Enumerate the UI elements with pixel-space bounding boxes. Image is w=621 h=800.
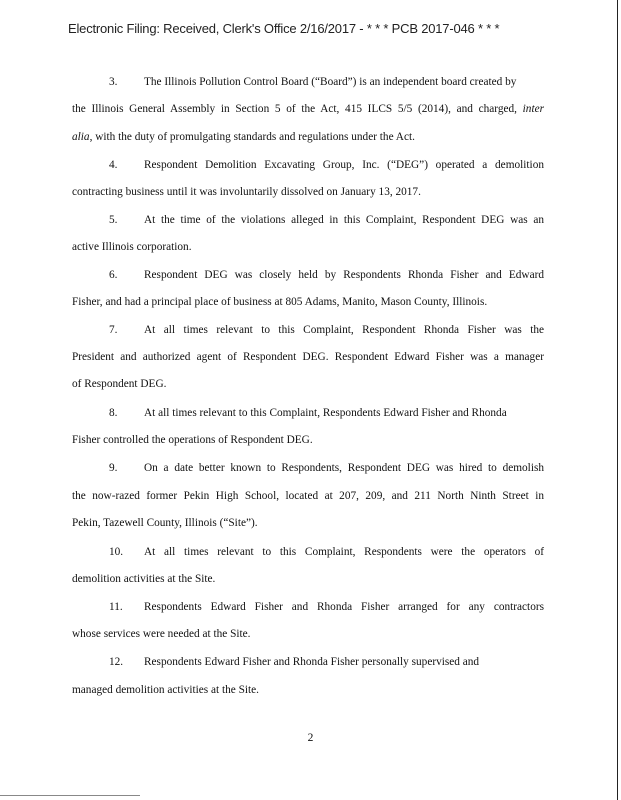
italic-term: inter — [522, 103, 544, 115]
paragraph-line: 11. Respondents Edward Fisher and Rhonda Fisher arranged for any contractors — [109, 601, 544, 613]
page-number: 2 — [307, 732, 314, 744]
paragraph-line: President and authorized agent of Respondent DEG. Respondent Edward Fisher was a manager — [72, 351, 544, 363]
paragraph-line: 9. On a date better known to Respondents, Respondent DEG was hired to demolish — [109, 462, 544, 474]
paragraph-line: 6. Respondent DEG was closely held by Respondents Rhonda Fisher and Edward — [109, 269, 544, 281]
paragraph-line: of Respondent DEG. — [72, 378, 167, 390]
page-edge — [617, 0, 618, 800]
paragraph-line: active Illinois corporation. — [72, 241, 192, 253]
paragraph-line: 4. Respondent Demolition Excavating Group, Inc. (“DEG”) operated a demolition — [109, 159, 544, 171]
paragraph-line: alia, with the duty of promulgating standards and regulations under the Act. — [72, 131, 415, 143]
paragraph-line: contracting business until it was involuntarily dissolved on January 13, 2017. — [72, 186, 421, 198]
paragraph-line: 8. At all times relevant to this Complaint, Respondents Edward Fisher and Rhonda — [109, 407, 507, 419]
paragraph-line: managed demolition activities at the Site. — [72, 684, 259, 696]
paragraph-line: the now-razed former Pekin High School, located at 207, 209, and 211 North Ninth Street in — [72, 490, 544, 502]
paragraph-line: Pekin, Tazewell County, Illinois (“Site”). — [72, 517, 258, 529]
paragraph-line: 10. At all times relevant to this Complaint, Respondents were the operators of — [109, 546, 544, 558]
italic-term: alia — [72, 131, 90, 143]
paragraph-line: 12. Respondents Edward Fisher and Rhonda Fisher personally supervised and — [109, 656, 480, 668]
paragraph-line: the Illinois General Assembly in Section 5 of the Act, 415 ILCS 5/5 (2014), and charged, inter — [72, 103, 544, 115]
paragraph-line: Fisher, and had a principal place of business at 805 Adams, Manito, Mason County, Illinois. — [72, 296, 488, 308]
paragraph-line: Fisher controlled the operations of Respondent DEG. — [72, 434, 313, 446]
paragraph-line: 7. At all times relevant to this Complaint, Respondent Rhonda Fisher was the — [109, 324, 544, 336]
paragraph-line: demolition activities at the Site. — [72, 573, 216, 585]
paragraph-line: 5. At the time of the violations alleged in this Complaint, Respondent DEG was an — [109, 214, 544, 226]
page-edge-bottom — [0, 795, 140, 796]
filing-stamp-header: Electronic Filing: Received, Clerk's Office 2/16/2017 - * * * PCB 2017-046 * * * — [68, 21, 500, 36]
paragraph-line: whose services were needed at the Site. — [72, 628, 251, 640]
paragraph-line: 3. The Illinois Pollution Control Board (“Board”) is an independent board created by — [109, 76, 517, 88]
